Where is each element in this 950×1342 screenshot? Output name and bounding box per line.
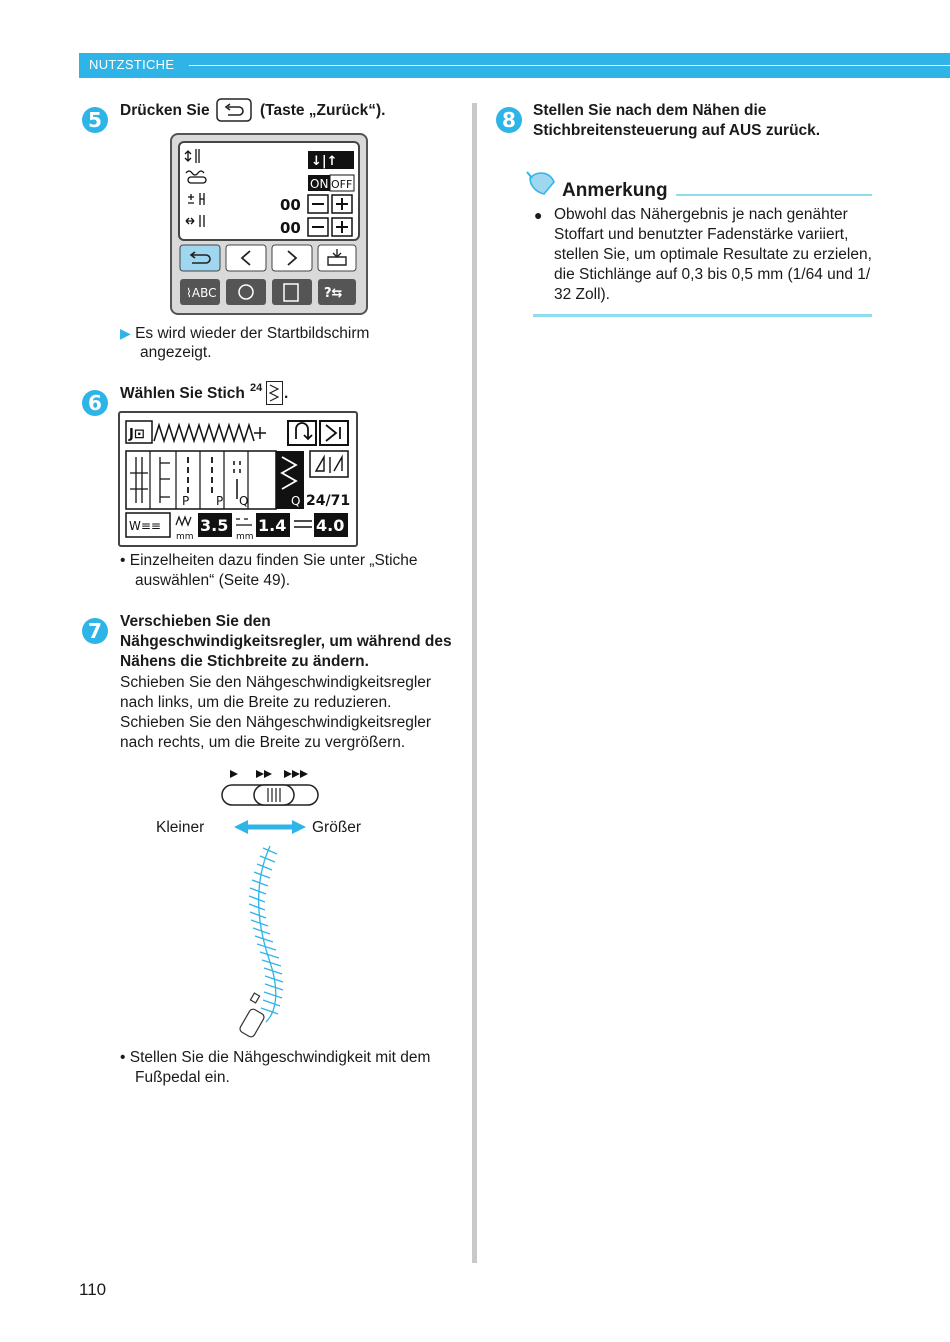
- stitch-counter: 24/71: [306, 493, 351, 509]
- back-key-icon: [216, 98, 252, 122]
- svg-text:J⊡: J⊡: [129, 427, 145, 442]
- svg-text:W≡≡: W≡≡: [129, 519, 161, 533]
- stitch-width-value: 3.5: [200, 516, 229, 535]
- note-line-2: Stoffart und benutzter Fadenstärke variiert,: [554, 226, 849, 243]
- step-7-body-1: Schieben Sie den Nähgeschwindigkeitsregler: [120, 674, 432, 691]
- section-header: [79, 53, 950, 78]
- step-7-foot: • Stellen Sie die Nähgeschwindigkeit mit dem: [120, 1049, 431, 1066]
- presser-foot-icon: [239, 993, 266, 1038]
- note-bottom-rule: [533, 314, 872, 317]
- help-icon: ?⇆: [324, 286, 343, 301]
- step-7-body-3: Schieben Sie den Nähgeschwindigkeitsregler: [120, 714, 432, 731]
- header-rule: [189, 65, 950, 66]
- on-button-label: ON: [310, 177, 329, 191]
- note-line-3: stellen Sie, um optimale Resultate zu erzielen,: [554, 246, 872, 263]
- note-line-1: Obwohl das Nähergebnis je nach genähter: [554, 206, 848, 223]
- value-display-2: 00: [280, 219, 301, 237]
- lcd-screen-stitch: [118, 411, 358, 547]
- note-line-5: 32 Zoll).: [554, 286, 610, 303]
- step-6-note-cont: auswählen“ (Seite 49).: [135, 572, 291, 589]
- svg-text:P: P: [182, 494, 190, 508]
- note-title: Anmerkung: [562, 180, 668, 201]
- note-bell-icon: [524, 168, 560, 202]
- step-5-result-cont: angezeigt.: [140, 344, 212, 361]
- zigzag-stitch-icon: [266, 381, 283, 405]
- svg-text:↓|↑: ↓|↑: [311, 154, 338, 169]
- step-8-number: 8: [496, 107, 522, 133]
- step-5-number: 5: [82, 107, 108, 133]
- label-larger: Größer: [312, 819, 362, 836]
- fast-indicator-icon: [284, 770, 308, 778]
- stitch-number: 24: [250, 382, 263, 394]
- step-8-bold-2: Stichbreitensteuerung auf AUS zurück.: [533, 122, 821, 139]
- page-number: 110: [79, 1280, 107, 1299]
- column-divider: [472, 103, 477, 1263]
- lcd-button-row: [178, 243, 358, 307]
- note-title-rule: [676, 194, 872, 196]
- length-unit: mm: [236, 532, 254, 542]
- step-7-bold-1: Verschieben Sie den: [120, 613, 271, 630]
- step-6-note: • Einzelheiten dazu finden Sie unter „Stiche: [120, 552, 418, 569]
- note-line-4: die Stichlänge auf 0,3 bis 0,5 mm (1/64 und 1/: [554, 266, 871, 283]
- value-display-1: 00: [280, 196, 301, 214]
- double-arrow-icon: [232, 818, 308, 836]
- width-unit: mm: [176, 532, 194, 542]
- note-bullet-icon: ●: [534, 207, 543, 223]
- medium-indicator-icon: [256, 770, 272, 778]
- step-7-body-4: nach rechts, um die Breite zu vergrößern.: [120, 734, 406, 751]
- step-7-bold-3: Nähens die Stichbreite zu ändern.: [120, 653, 369, 670]
- section-title: NUTZSTICHE: [89, 57, 175, 72]
- stitch-select-icon: ⌇ABC: [186, 286, 217, 300]
- step-7-foot-cont: Fußpedal ein.: [135, 1069, 230, 1086]
- stitch-select-display: [120, 413, 356, 545]
- svg-text:Q: Q: [291, 494, 301, 508]
- lcd-screen-start: [170, 133, 368, 315]
- label-smaller: Kleiner: [156, 819, 205, 836]
- stitch-length-value: 1.4: [258, 516, 287, 535]
- off-button-label: OFF: [331, 178, 353, 191]
- step-6-number: 6: [82, 390, 108, 416]
- result-arrow-icon: ▶: [120, 325, 131, 341]
- step-6-text: Wählen Sie Stich: [120, 385, 245, 402]
- step-5-text-a: Drücken Sie: [120, 102, 210, 119]
- step-5-result: ▶ Es wird wieder der Startbildschirm: [120, 325, 370, 342]
- stitch-settings-icons: [180, 143, 358, 239]
- step-6-period: .: [284, 385, 289, 402]
- step-5-text-b: (Taste „Zurück“).: [260, 102, 386, 119]
- step-8-bold-1: Stellen Sie nach dem Nähen die: [533, 102, 767, 119]
- speed-slider-illustration: [218, 764, 322, 810]
- svg-text:Q: Q: [239, 494, 249, 508]
- lcd-settings-area: [178, 141, 360, 241]
- zigzag-seam-illustration: [236, 842, 306, 1042]
- step-7-bold-2: Nähgeschwindigkeitsregler, um während des: [120, 633, 452, 650]
- slow-indicator-icon: [230, 770, 238, 778]
- step-7-number: 7: [82, 618, 108, 644]
- thread-tension-value: 4.0: [316, 516, 345, 535]
- step-7-body-2: nach links, um die Breite zu reduzieren.: [120, 694, 392, 711]
- svg-text:P: P: [216, 494, 224, 508]
